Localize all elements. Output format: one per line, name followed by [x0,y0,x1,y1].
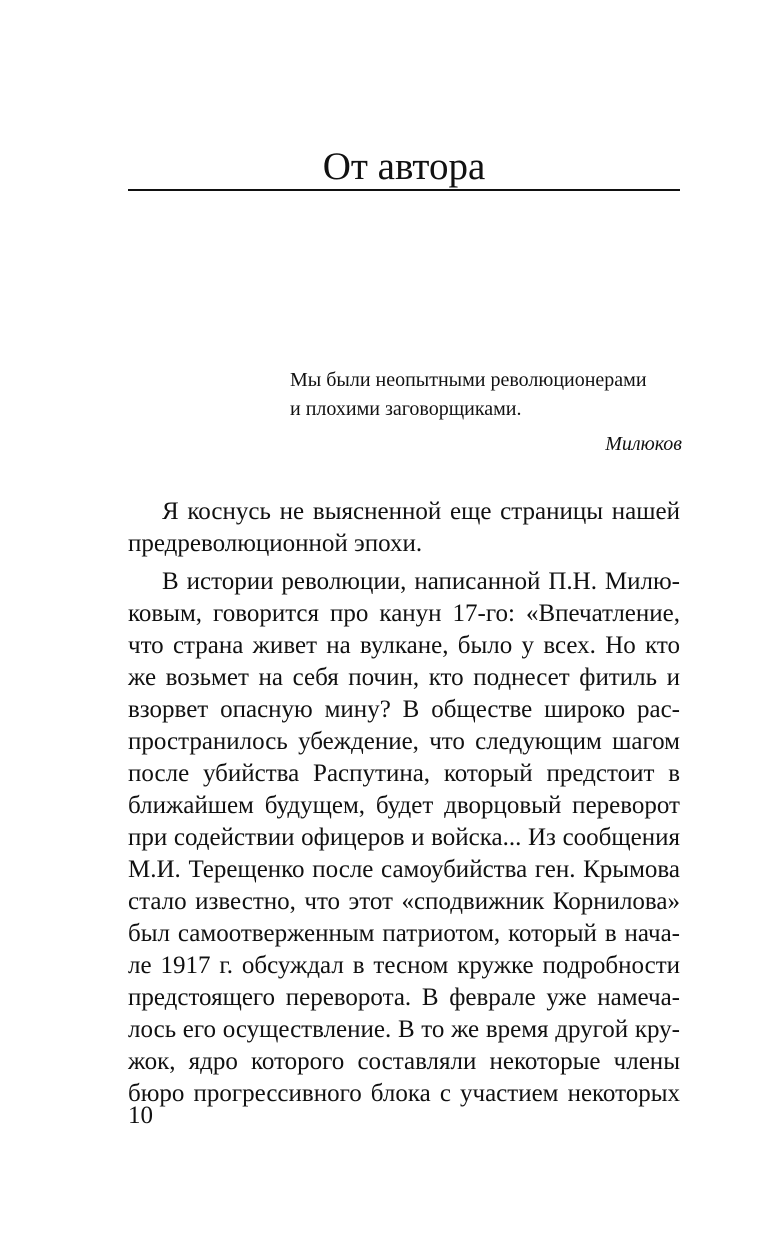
epigraph-line: Мы были неопытными революционерами [290,369,647,391]
text-line: стало известно, что этот «сподвижник Корнилова» [128,888,680,915]
text-line: бюро прогрессивного блока с участием некоторых [128,1080,680,1107]
text-line: что страна живет на вулкане, было у всех. Но кто [128,632,680,659]
text-line: лось его осуществление. В то же время другой кру- [128,1016,680,1043]
text-line: ле 1917 г. обсуждал в тесном кружке подробности [128,952,680,979]
title-divider [128,189,680,191]
text-line: пространилось убеждение, что следующим шагом [128,728,680,755]
text-line: предстоящего переворота. В феврале уже намеча- [128,984,680,1011]
paragraph [128,566,680,1110]
text-line: после убийства Распутина, который предстоит в [128,760,680,787]
text-line: В истории революции, написанной П.Н. Милю- [162,568,680,595]
text-line: при содействии офицеров и войска... Из сообщения [128,824,680,851]
text-line: же возьмет на себя почин, кто поднесет фитиль и [128,664,680,691]
text-line: предреволюционной эпохи. [128,530,423,557]
text-line: ближайшем будущем, будет дворцовый переворот [128,792,680,819]
paragraph [128,496,680,560]
text-line: Я коснусь не выясненной еще страницы нашей [162,498,680,525]
epigraph [290,366,682,459]
text-line: М.И. Терещенко после самоубийства ген. Крымова [128,856,680,883]
text-line: ковым, говорится про канун 17-го: «Впечатление, [128,600,680,627]
page-number: 10 [128,1102,153,1129]
body-text [128,496,680,1116]
text-line: был самоотверженным патриотом, который в нача- [128,920,680,947]
epigraph-author: Милюков [605,433,682,455]
epigraph-line: и плохими заговорщиками. [290,398,522,420]
text-line: взорвет опасную мину? В обществе широко рас- [128,696,680,723]
text-line: жок, ядро которого составляли некоторые члены [128,1048,680,1075]
chapter-title: От автора [322,145,486,188]
